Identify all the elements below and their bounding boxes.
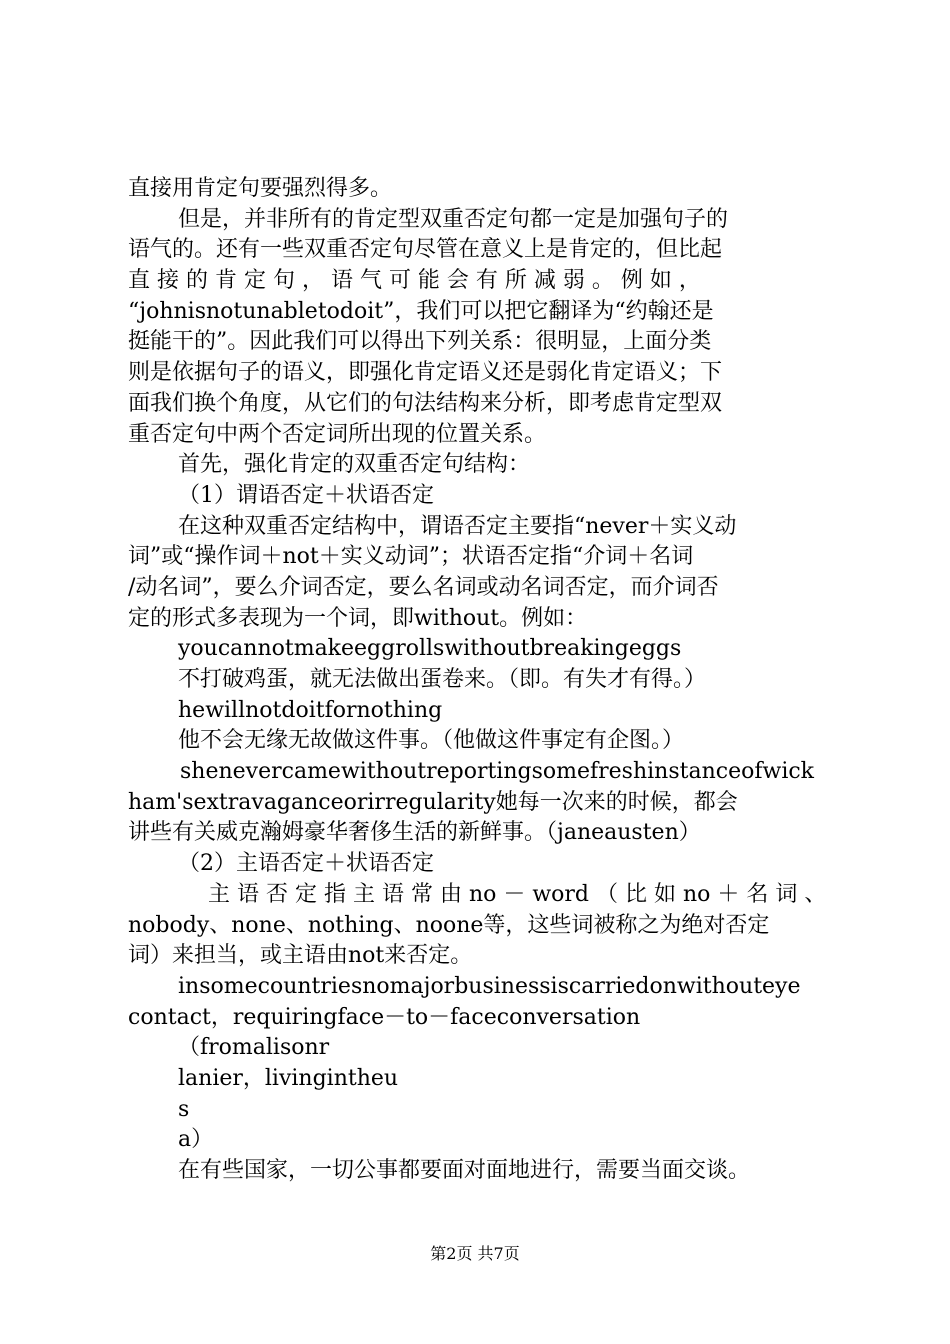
text-line: a） — [178, 1127, 214, 1153]
page-footer — [0, 1244, 950, 1264]
text-line: nobody、none、nothing、noone等，这些词被称之为绝对否定 — [128, 912, 770, 938]
example-translation: 他不会无缘无故做这件事。（他做这件事定有企图。） — [178, 728, 685, 754]
text-line: /动名词”，要么介词否定，要么名词或动名词否定，而介词否 — [128, 574, 719, 600]
text-line: contact，requiringface－to－faceconversation — [128, 1004, 641, 1030]
text-line: 词”或“操作词＋not＋实义动词”；状语否定指“介词＋名词 — [128, 544, 694, 570]
text-line: 重否定句中两个否定词所出现的位置关系。 — [128, 421, 547, 447]
text-line: 直 接 的 肯 定 句 ， 语 气 可 能 会 有 所 减 弱 。 例 如 ， — [128, 268, 701, 294]
page-number-label: 第2页 共7页 — [430, 1244, 520, 1263]
body-text — [128, 174, 833, 1187]
text-line: 首先，强化肯定的双重否定句结构： — [178, 452, 531, 478]
text-line: 直接用肯定句要强烈得多。 — [128, 176, 393, 201]
text-line: s — [178, 1096, 190, 1122]
example-translation: 在有些国家，一切公事都要面对面地进行，需要当面交谈。 — [178, 1158, 751, 1183]
example-sentence: hewillnotdoitfornothing — [178, 697, 443, 723]
example-translation: 不打破鸡蛋，就无法做出蛋卷来。（即。有失才有得。） — [178, 667, 707, 692]
text-line: 讲些有关威克瀚姆豪华奢侈生活的新鲜事。（janeausten） — [128, 820, 701, 846]
example-sentence: youcannotmakeeggrollswithoutbreakingeggs — [178, 636, 682, 662]
text-line: 词）来担当，或主语由not来否定。 — [128, 943, 473, 969]
section-heading: （2）主语否定＋状语否定 — [178, 851, 434, 877]
text-line: 定的形式多表现为一个词，即without。例如： — [128, 605, 588, 631]
text-line: 则是依据句子的语义，即强化肯定语义还是弱化肯定语义；下 — [128, 360, 723, 386]
text-line: 但是，并非所有的肯定型双重否定句都一定是加强句子的 — [178, 206, 729, 232]
text-line: 在这种双重否定结构中，谓语否定主要指“never＋实义动 — [178, 513, 737, 539]
text-line: 挺能干的”。因此我们可以得出下列关系：很明显，上面分类 — [128, 329, 712, 355]
example-sentence: shenevercamewithoutreportingsomefreshinstanceofwick — [180, 759, 815, 785]
text-line: 语气的。还有一些双重否定句尽管在意义上是肯定的，但比起 — [128, 237, 723, 263]
section-heading: （1）谓语否定＋状语否定 — [178, 482, 434, 508]
text-line: lanier，livingintheu — [178, 1065, 399, 1091]
text-line: 面我们换个角度，从它们的句法结构来分析，即考虑肯定型双 — [128, 390, 723, 416]
text-line: （fromalisonr — [178, 1035, 330, 1061]
text-line: “johnisnotunabletodoit”，我们可以把它翻译为“约翰还是 — [128, 298, 714, 324]
text-line: ham'sextravaganceorirregularity她每一次来的时候，都会 — [128, 789, 738, 815]
text-line: 主 语 否 定 指 主 语 常 由 no － word （ 比 如 no ＋ 名 词 、 — [208, 881, 827, 907]
example-sentence: insomecountriesnomajorbusinessiscarriedonwithouteye — [178, 973, 801, 999]
